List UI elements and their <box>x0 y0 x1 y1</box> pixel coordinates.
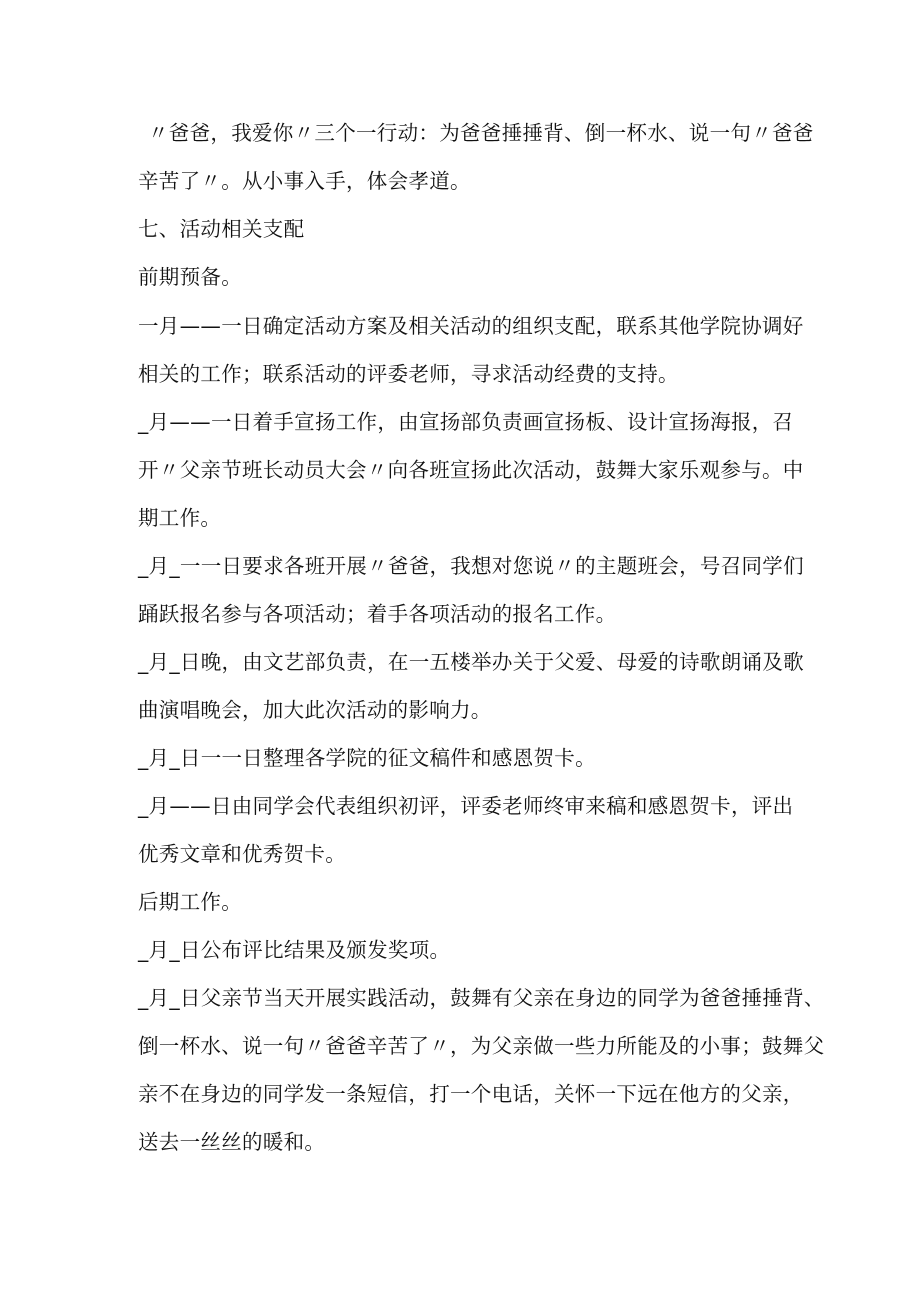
text-line: 一月——一日确定活动方案及相关活动的组织支配，联系其他学院协调好 <box>138 314 804 338</box>
text-line: _月——一日着手宣扬工作，由宣扬部负责画宣扬板、设计宣扬海报，召 <box>138 410 794 434</box>
text-line: _月_日父亲节当天开展实践活动，鼓舞有父亲在身边的同学为爸爸捶捶背、 <box>138 986 825 1010</box>
text-line: 优秀文章和优秀贺卡。 <box>138 842 346 866</box>
text-line: 倒一杯水、说一句〃爸爸辛苦了〃，为父亲做一些力所能及的小事；鼓舞父 <box>138 1034 825 1058</box>
section-heading: 七、活动相关支配 <box>138 217 305 241</box>
text-line: 踊跃报名参与各项活动；着手各项活动的报名工作。 <box>138 602 617 626</box>
text-line: 送去一丝丝的暖和。 <box>138 1130 326 1154</box>
text-line: 开〃父亲节班长动员大会〃向各班宣扬此次活动，鼓舞大家乐观参与。中 <box>138 458 804 482</box>
text-line: 亲不在身边的同学发一条短信，打一个电话，关怀一下远在他方的父亲， <box>138 1082 804 1106</box>
subsection-heading: 前期预备。 <box>138 265 242 289</box>
text-line: 〃爸爸，我爱你〃三个一行动：为爸爸捶捶背、倒一杯水、说一句〃爸爸 <box>148 121 814 145</box>
text-line: 期工作。 <box>138 506 222 530</box>
text-line: _月_一一日要求各班开展〃爸爸，我想对您说〃的主题班会，号召同学们 <box>138 554 804 578</box>
text-line: _月_日公布评比结果及颁发奖项。 <box>138 938 451 962</box>
text-line: 辛苦了〃。从小事入手，体会孝道。 <box>138 169 471 193</box>
text-line: 相关的工作；联系活动的评委老师，寻求活动经费的支持。 <box>138 362 679 386</box>
text-line: _月——日由同学会代表组织初评，评委老师终审来稿和感恩贺卡，评出 <box>138 794 794 818</box>
text-line: _月_日一一日整理各学院的征文稿件和感恩贺卡。 <box>138 746 596 770</box>
text-line: _月_日晚，由文艺部负责，在一五楼举办关于父爱、母爱的诗歌朗诵及歌 <box>138 650 804 674</box>
text-line: 曲演唱晚会，加大此次活动的影响力。 <box>138 698 492 722</box>
subsection-heading: 后期工作。 <box>138 890 242 914</box>
